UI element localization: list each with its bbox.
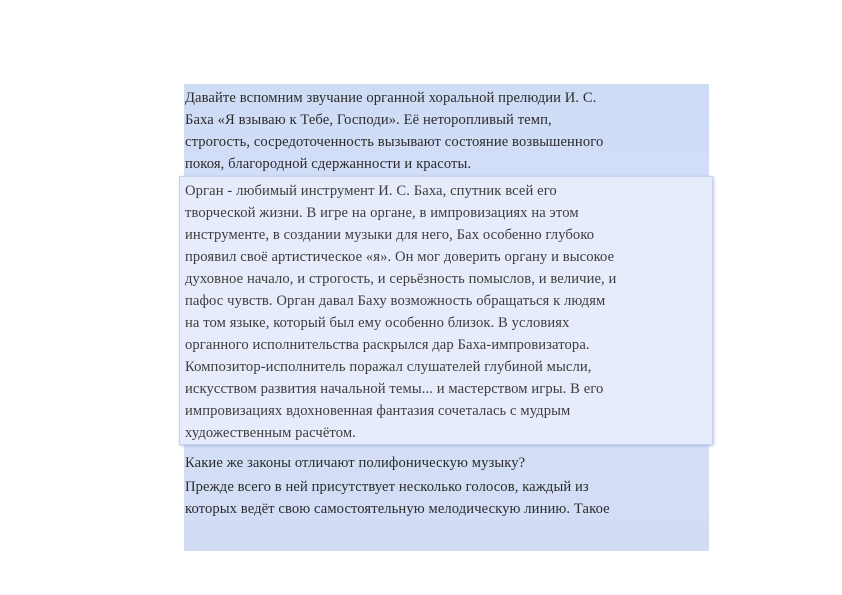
quote-line: творческой жизни. В игре на органе, в импровизациях на этом <box>185 205 579 221</box>
quote-line: Орган - любимый инструмент И. С. Баха, спутник всей его <box>185 183 557 199</box>
quote-line: проявил своё артистическое «я». Он мог доверить органу и высокое <box>185 249 615 265</box>
quote-line: пафос чувств. Орган давал Баху возможность обращаться к людям <box>185 293 606 309</box>
quote-line: органного исполнительства раскрылся дар Баха-импровизатора. <box>185 337 590 353</box>
quote-line: Композитор-исполнитель поражал слушателей глубиной мысли, <box>185 359 592 375</box>
intro-line: Баха «Я взываю к Тебе, Господи». Её неторопливый темп, <box>185 112 552 128</box>
intro-line: строгость, сосредоточенность вызывают состояние возвышенного <box>185 134 604 150</box>
answer-paragraph <box>185 476 610 520</box>
quote-line: искусством развития начальной темы... и мастерством игры. В его <box>185 381 604 397</box>
answer-line: которых ведёт свою самостоятельную мелодическую линию. Такое <box>185 501 610 517</box>
quote-line: художественным расчётом. <box>185 425 356 441</box>
intro-line: Давайте вспомним звучание органной хоральной прелюдии И. С. <box>185 90 597 106</box>
answer-line: Прежде всего в ней присутствует несколько голосов, каждый из <box>185 479 589 495</box>
quote-line: импровизациях вдохновенная фантазия сочеталась с мудрым <box>185 403 571 419</box>
question-paragraph <box>185 452 525 474</box>
quote-line: инструменте, в создании музыки для него, Бах особенно глубоко <box>185 227 595 243</box>
question-line: Какие же законы отличают полифоническую музыку? <box>185 455 526 471</box>
quote-line: на том языке, который был ему особенно близок. В условиях <box>185 315 570 331</box>
intro-paragraph <box>185 87 603 175</box>
quote-paragraph <box>185 180 616 444</box>
intro-line: покоя, благородной сдержанности и красоты. <box>185 156 472 172</box>
quote-line: духовное начало, и строгость, и серьёзность помыслов, и величие, и <box>185 271 617 287</box>
